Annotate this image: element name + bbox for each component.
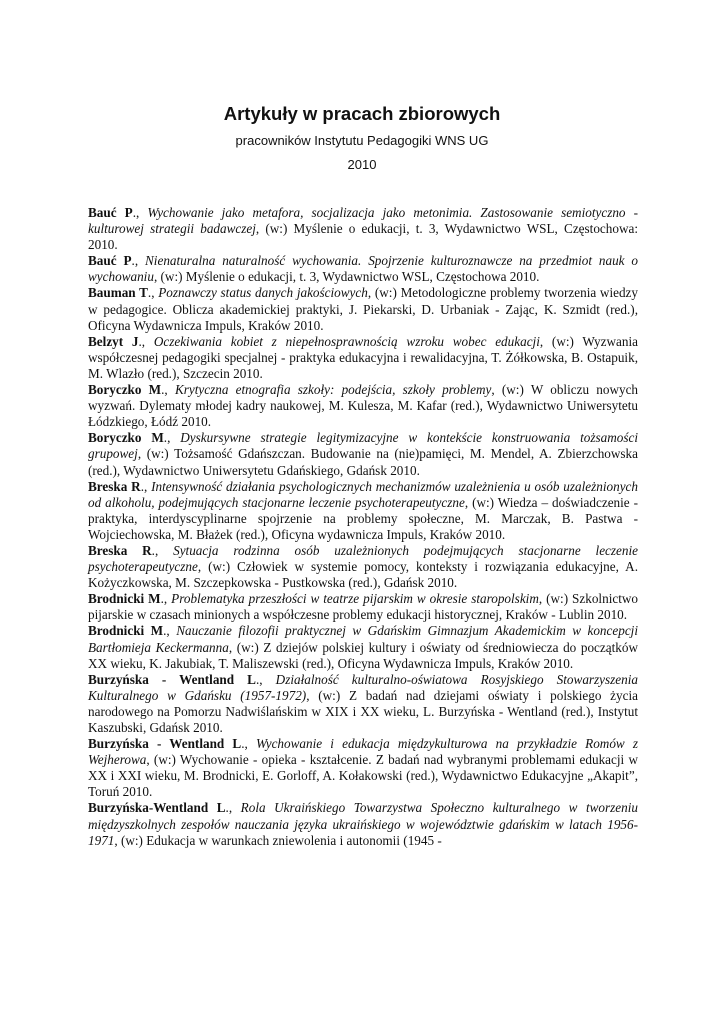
entry-details: , (w:) Edukacja w warunkach zniewolenia i autonomii (1945 -	[114, 832, 442, 848]
entry-author: Brodnicki M	[88, 591, 161, 607]
entry-title: Działalność kulturalno-oświatowa Rosyjskiego Stowarzyszenia Kulturalnego w Gdańsku (1957-1972)	[88, 671, 639, 703]
entry-author: Boryczko M	[88, 382, 162, 398]
entry-author: Boryczko M	[88, 430, 164, 446]
entry-title: Intensywność działania psychologicznych mechanizmów uzależnienia u osób uzależnionych od alkoholu, podejmujących stacjonarne leczenie psychoterapeutyczne	[88, 478, 639, 510]
page-title: Artykuły w pracach zbiorowych	[223, 103, 501, 124]
entry-title: Wychowanie i edukacja międzykulturowa na przykładzie Romów z Wejherowa	[88, 736, 638, 768]
bibliography-entry: Burzyńska-Wentland L., Rola Ukraińskiego Towarzystwa Społeczno kulturalnego w tworzeniu międzyszkolnych zespołów nauczania języka ukraińskiego w województwie gdańskim w latach 1956-1971, (w:) Edukacja w warunkach zniewolenia i autonomii (1945 -	[88, 800, 638, 848]
entry-author: Burzyńska-Wentland L	[88, 800, 226, 816]
entry-details: , (w:) Człowiek w systemie pomocy, konteksty i rozwiązania edukacyjne, A. Kożyczkowska, M. Szczepkowska - Pustkowska (red.), Gdańsk 2010.	[88, 559, 638, 591]
bibliography-entry: Bauć P., Wychowanie jako metafora, socjalizacja jako metonimia. Zastosowanie semiotyczno - kulturowej strategii badawczej, (w:) Myślenie o edukacji, t. 3, Wydawnictwo WSL, Częstochowa: 2010.	[88, 205, 639, 253]
bibliography-entry: Brodnicki M., Problematyka przeszłości w teatrze pijarskim w okresie staropolskim, (w:) Szkolnictwo pijarskie w czasach minionych a współczesne problemy edukacji historycznej, Kraków - Lublin 2010.	[88, 591, 638, 623]
bibliography-entry: Burzyńska - Wentland L., Wychowanie i edukacja międzykulturowa na przykładzie Romów z Wejherowa, (w:) Wychowanie - opieka - kształcenie. Z badań nad wybranymi problemami edukacji w XX i XXI wieku, M. Brodnicki, E. Gorloff, A. Kołakowski (red.), Wydawnictwo Edukacyjne „Akapit”, Toruń 2010.	[88, 736, 638, 800]
entry-title: Nienaturalna naturalność wychowania. Spojrzenie kulturoznawcze na przedmiot nauk o wychowaniu	[88, 253, 638, 285]
entry-author: Burzyńska - Wentland L	[88, 736, 242, 752]
entry-details: , (w:) Szkolnictwo pijarskie w czasach minionych a współczesne problemy edukacji historycznej, Kraków - Lublin 2010.	[88, 591, 638, 623]
entry-details: , (w:) Wiedza – doświadczenie - praktyka, interdyscyplinarne spojrzenie na problemy społeczne, M. Marczak, B. Pastwa -Wojciechowska, M. Błażek (red.), Oficyna wydawnicza Impuls, Kraków 2010.	[88, 494, 638, 542]
entry-details: , (w:) Z badań nad dziejami oświaty i polskiego życia narodowego na Pomorzu Nadwiślańskim w XIX i XX wieku, L. Burzyńska - Wentland (red.), Instytut Kaszubski, Gdańsk 2010.	[88, 687, 638, 735]
entry-title: Sytuacja rodzinna osób uzależnionych podejmujących stacjonarne leczenie psychoterapeutyczne	[88, 542, 638, 575]
entry-author: Breska R	[88, 478, 141, 494]
bibliography-entry: Breska R., Intensywność działania psychologicznych mechanizmów uzależnienia u osób uzależnionych od alkoholu, podejmujących stacjonarne leczenie psychoterapeutyczne, (w:) Wiedza – doświadczenie - praktyka, interdyscyplinarne spojrzenie na problemy społeczne, M. Marczak, B. Pastwa -Wojciechowska, M. Błażek (red.), Oficyna wydawnicza Impuls, Kraków 2010.	[88, 478, 639, 542]
entry-title: Nauczanie filozofii praktycznej w Gdańskim Gimnazjum Akademickim w koncepcji Bartłomieja Keckermanna	[88, 623, 638, 655]
entry-author: Bauć P	[88, 205, 133, 220]
bibliography-entry: Brodnicki M., Nauczanie filozofii praktycznej w Gdańskim Gimnazjum Akademickim w koncepcji Bartłomieja Keckermanna, (w:) Z dziejów polskiej kultury i oświaty od średniowiecza do początków XX wieku, K. Jakubiak, T. Maliszewski (red.), Oficyna Wydawnicza Impuls, Kraków 2010.	[88, 623, 638, 671]
entry-details: , (w:) Wyzwania współczesnej pedagogiki specjalnej - praktyka edukacyjna i rewalidacyjna, T. Żółkowska, B. Ostapuik, M. Wlazło (red.), Szczecin 2010.	[88, 333, 638, 381]
entry-details: , (w:) Myślenie o edukacji, t. 3, Wydawnictwo WSL, Częstochowa 2010.	[153, 269, 540, 285]
bibliography-entry: Bauć P., Nienaturalna naturalność wychowania. Spojrzenie kulturoznawcze na przedmiot nauk o wychowaniu, (w:) Myślenie o edukacji, t. 3, Wydawnictwo WSL, Częstochowa 2010.	[88, 253, 638, 285]
entry-author: Bauć P	[88, 253, 132, 269]
page-year: 2010	[347, 157, 377, 172]
bibliography-entry: Bauman T., Poznawczy status danych jakościowych, (w:) Metodologiczne problemy tworzenia wiedzy w pedagogice. Oblicza akademickiej praktyki, J. Piekarski, D. Urbaniak - Zając, K. Szmidt (red.), Oficyna Wydawnicza Impuls, Kraków 2010.	[88, 285, 639, 333]
bibliography-entry: Boryczko M., Krytyczna etnografia szkoły: podejścia, szkoły problemy, (w:) W obliczu nowych wyzwań. Dylematy młodej kadry naukowej, M. Kulesza, M. Kafar (red.), Wydawnictwo Uniwersytetu Łódzkiego, Łódź 2010.	[88, 382, 639, 430]
entry-details: , (w:) Z dziejów polskiej kultury i oświaty od średniowiecza do początków XX wieku, K. Jakubiak, T. Maliszewski (red.), Oficyna Wydawnicza Impuls, Kraków 2010.	[88, 639, 638, 671]
entry-title: Krytyczna etnografia szkoły: podejścia, szkoły problemy	[174, 382, 492, 398]
bibliography-entry: Belzyt J., Oczekiwania kobiet z niepełnosprawnością wzroku wobec edukacji, (w:) Wyzwania współczesnej pedagogiki specjalnej - praktyka edukacyjna i rewalidacyjna, T. Żółkowska, B. Ostapuik, M. Wlazło (red.), Szczecin 2010.	[88, 333, 638, 381]
entry-title: Poznawczy status danych jakościowych	[158, 285, 368, 301]
bibliography-entry: Burzyńska - Wentland L., Działalność kulturalno-oświatowa Rosyjskiego Stowarzyszenia Kulturalnego w Gdańsku (1957-1972), (w:) Z badań nad dziejami oświaty i polskiego życia narodowego na Pomorzu Nadwiślańskim w XIX i XX wieku, L. Burzyńska - Wentland (red.), Instytut Kaszubski, Gdańsk 2010.	[88, 671, 639, 735]
entry-title: Problematyka przeszłości w teatrze pijarskim w okresie staropolskim	[171, 591, 539, 607]
entry-author: Breska R	[88, 542, 152, 558]
entry-details: , (w:) Tożsamość Gdańszczan. Budowanie na (nie)pamięci, M. Mendel, A. Zbierzchowska (red.), Wydawnictwo Uniwersytetu Gdańskiego, Gdańsk 2010.	[88, 446, 638, 478]
entry-title: Dyskursywne strategie legitymizacyjne w kontekście konstruowania tożsamości grupowej	[88, 430, 638, 462]
bibliography-entry: Breska R., Sytuacja rodzinna osób uzależnionych podejmujących stacjonarne leczenie psychoterapeutyczne, (w:) Człowiek w systemie pomocy, konteksty i rozwiązania edukacyjne, A. Kożyczkowska, M. Szczepkowska - Pustkowska (red.), Gdańsk 2010.	[88, 542, 638, 591]
entry-title: Oczekiwania kobiet z niepełnosprawnością wzroku wobec edukacji	[153, 333, 540, 349]
entry-details: , (w:) W obliczu nowych wyzwań. Dylematy młodej kadry naukowej, M. Kulesza, M. Kafar (red.), Wydawnictwo Uniwersytetu Łódzkiego, Łódź 2010.	[88, 382, 639, 430]
entry-details: , (w:) Metodologiczne problemy tworzenia wiedzy w pedagogice. Oblicza akademickiej praktyki, J. Piekarski, D. Urbaniak - Zając, K. Szmidt (red.), Oficyna Wydawnicza Impuls, Kraków 2010.	[88, 285, 639, 333]
entry-author: Brodnicki M	[88, 623, 164, 639]
entry-details: , (w:) Myślenie o edukacji, t. 3, Wydawnictwo WSL, Częstochowa: 2010.	[88, 221, 638, 253]
page-subtitle: pracowników Instytutu Pedagogiki WNS UG	[235, 133, 489, 148]
entry-title: Wychowanie jako metafora, socjalizacja jako metonimia. Zastosowanie semiotyczno - kulturowej strategii badawczej	[88, 205, 639, 237]
entry-author: Burzyńska - Wentland L	[88, 671, 256, 687]
bibliography-list	[88, 205, 638, 849]
entry-author: Belzyt J	[88, 333, 139, 349]
entry-title: Rola Ukraińskiego Towarzystwa Społeczno kulturalnego w tworzeniu międzyszkolnych zespołów nauczania języka ukraińskiego w województwie gdańskim w latach 1956-1971	[88, 800, 638, 848]
bibliography-entry: Boryczko M., Dyskursywne strategie legitymizacyjne w kontekście konstruowania tożsamości grupowej, (w:) Tożsamość Gdańszczan. Budowanie na (nie)pamięci, M. Mendel, A. Zbierzchowska (red.), Wydawnictwo Uniwersytetu Gdańskiego, Gdańsk 2010.	[88, 430, 638, 478]
entry-details: , (w:) Wychowanie - opieka - kształcenie. Z badań nad wybranymi problemami edukacji w XX i XXI wieku, M. Brodnicki, E. Gorloff, A. Kołakowski (red.), Wydawnictwo Edukacyjne „Akapit”, Toruń 2010.	[88, 752, 638, 800]
entry-author: Bauman T	[88, 285, 148, 301]
